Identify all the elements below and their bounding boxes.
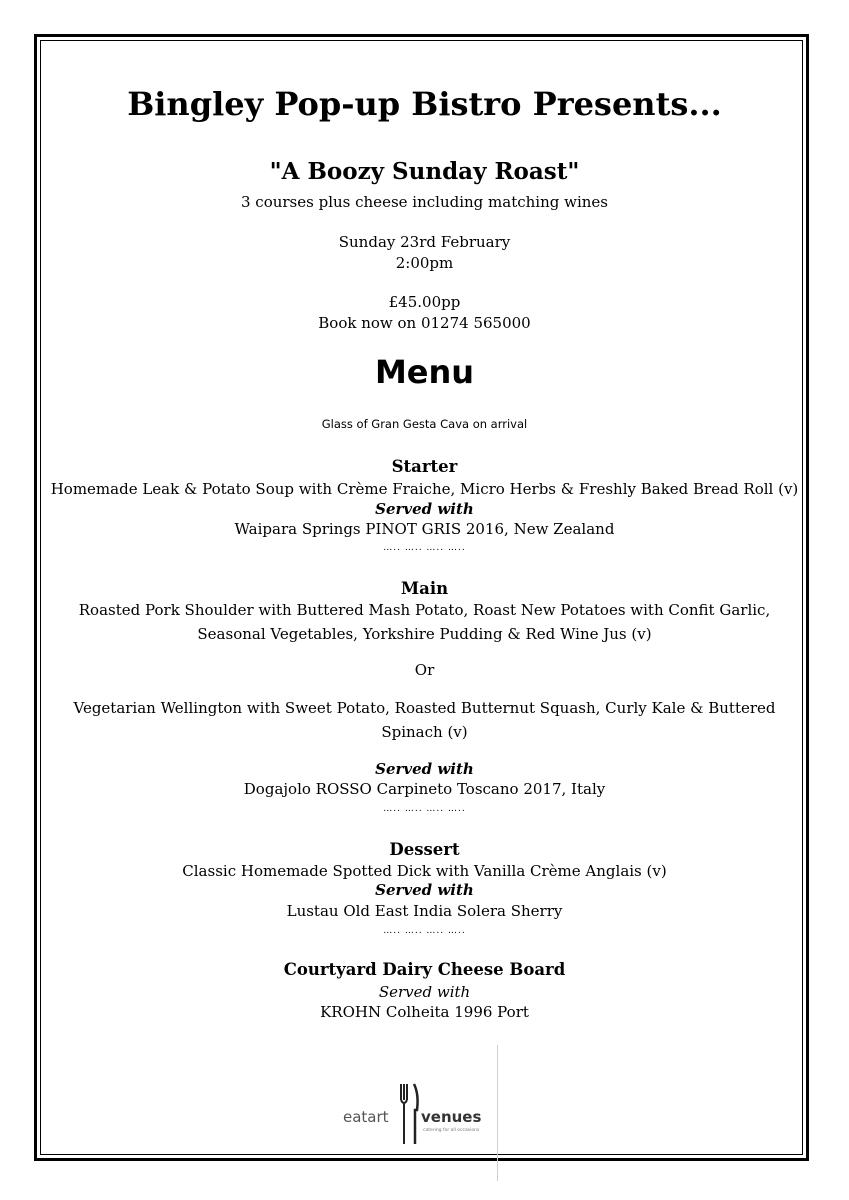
event-price: £45.00pp <box>388 293 461 311</box>
event-time: 2:00pm <box>395 254 454 272</box>
menu-heading: Menu <box>374 353 475 391</box>
dessert-wine: Lustau Old East India Solera Sherry <box>286 902 563 920</box>
main-dish-line2: Seasonal Vegetables, Yorkshire Pudding & Red Wine Jus (v) <box>197 625 652 643</box>
dessert-served-with: Served with <box>375 881 474 899</box>
separator: ….. ….. ….. ….. <box>383 543 466 553</box>
event-date: Sunday 23rd February <box>338 233 511 251</box>
footer-divider <box>497 1045 498 1181</box>
dessert-heading: Dessert <box>389 840 460 859</box>
page-title: Bingley Pop-up Bistro Presents... <box>127 85 722 123</box>
dessert-dish: Classic Homemade Spotted Dick with Vanilla Crème Anglais (v) <box>182 862 667 880</box>
starter-wine: Waipara Springs PINOT GRIS 2016, New Zealand <box>234 520 615 538</box>
event-description: 3 courses plus cheese including matching wines <box>240 193 608 211</box>
cheese-wine: KROHN Colheita 1996 Port <box>320 1003 529 1021</box>
main-wine: Dogajolo ROSSO Carpineto Toscano 2017, Italy <box>243 780 606 798</box>
cheese-served-with: Served with <box>378 983 471 1001</box>
booking-phone: Book now on 01274 565000 <box>318 314 531 332</box>
main-dish-line1: Roasted Pork Shoulder with Buttered Mash Potato, Roast New Potatoes with Confit Garlic, <box>78 601 771 619</box>
fork-knife-icon <box>401 1084 418 1144</box>
main-heading: Main <box>400 579 449 598</box>
starter-dish: Homemade Leak & Potato Soup with Crème Fraiche, Micro Herbs & Freshly Baked Bread Roll (v) <box>50 480 799 498</box>
logo-graphic <box>343 1080 483 1150</box>
separator: ….. ….. ….. ….. <box>383 804 466 814</box>
separator: ….. ….. ….. ….. <box>383 926 466 936</box>
logo-tagline: catering for all occasions <box>423 1128 480 1133</box>
arrival-drink: Glass of Gran Gesta Cava on arrival <box>321 417 528 431</box>
starter-served-with: Served with <box>375 500 474 518</box>
logo-left-word: eatart <box>343 1108 389 1126</box>
main-served-with: Served with <box>375 760 474 778</box>
starter-heading: Starter <box>391 457 458 476</box>
logo-right-word: venues <box>421 1108 482 1126</box>
veg-dish-line1: Vegetarian Wellington with Sweet Potato, Roasted Butternut Squash, Curly Kale & Buttered <box>73 699 776 717</box>
event-name: "A Boozy Sunday Roast" <box>269 158 580 185</box>
veg-dish-line2: Spinach (v) <box>381 723 468 741</box>
cheese-heading: Courtyard Dairy Cheese Board <box>283 960 566 979</box>
main-or: Or <box>414 661 435 679</box>
eatart-venues-logo <box>343 1080 483 1150</box>
